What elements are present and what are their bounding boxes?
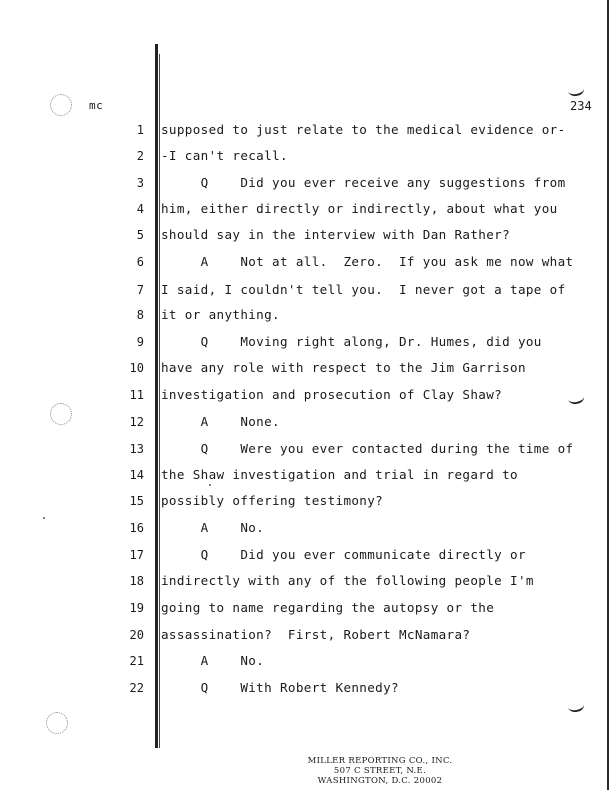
transcript-line [0, 226, 612, 244]
transcript-line [0, 492, 612, 510]
transcript-line [0, 413, 612, 431]
line-text: A None. [161, 414, 280, 429]
footer-company: MILLER REPORTING CO., INC. [307, 756, 453, 766]
transcript-line [0, 626, 612, 644]
transcript-line [0, 466, 612, 484]
line-text: investigation and prosecution of Clay Shaw? [161, 387, 503, 402]
line-text: A No. [161, 653, 265, 668]
line-number: 22 [129, 681, 144, 695]
line-text: supposed to just relate to the medical evidence or- [161, 122, 566, 137]
line-number: 15 [129, 494, 144, 508]
line-number: 8 [136, 308, 144, 322]
line-number: 5 [136, 228, 144, 242]
line-text: him, either directly or indirectly, about what you [161, 201, 558, 216]
line-text: A No. [161, 520, 265, 535]
punch-hole-bottom [46, 712, 68, 734]
reporting-company-footer [280, 756, 480, 786]
transcript-line [0, 359, 612, 377]
line-number: 10 [129, 361, 144, 375]
line-text: possibly offering testimony? [161, 493, 384, 508]
transcript-line [0, 599, 612, 617]
line-number: 9 [136, 335, 144, 349]
line-text: assassination? First, Robert McNamara? [161, 627, 471, 642]
line-number: 20 [129, 628, 144, 642]
transcript-line [0, 306, 612, 324]
line-number: 14 [129, 468, 144, 482]
line-text: should say in the interview with Dan Rather? [161, 227, 511, 242]
line-text: the Shaw investigation and trial in regard to [161, 467, 518, 482]
transcript-line [0, 200, 612, 218]
transcript-line [0, 147, 612, 165]
footer-city: WASHINGTON, D.C. 20002 [317, 776, 443, 786]
line-text: -I can't recall. [161, 148, 288, 163]
check-mark-icon [567, 83, 585, 98]
transcript-line [0, 652, 612, 670]
line-number: 11 [129, 388, 144, 402]
line-text: have any role with respect to the Jim Garrison [161, 360, 526, 375]
line-text: it or anything. [161, 307, 280, 322]
transcript-line [0, 440, 612, 458]
line-number: 3 [136, 176, 144, 190]
punch-hole-top [50, 94, 72, 116]
transcript-line [0, 333, 612, 351]
line-number: 4 [136, 202, 144, 216]
line-number: 2 [136, 149, 144, 163]
scan-speck [209, 484, 211, 486]
line-text: going to name regarding the autopsy or the [161, 600, 495, 615]
line-text: Q Did you ever receive any suggestions from [161, 175, 566, 190]
line-text: Q Did you ever communicate directly or [161, 547, 526, 562]
line-text: Q With Robert Kennedy? [161, 680, 399, 695]
transcript-line [0, 253, 612, 271]
line-number: 18 [129, 574, 144, 588]
line-number: 6 [136, 255, 144, 269]
line-number: 17 [129, 548, 144, 562]
line-text: A Not at all. Zero. If you ask me now what [161, 254, 574, 269]
transcript-line [0, 546, 612, 564]
reporter-initials: mc [89, 99, 104, 112]
page-number: 234 [570, 99, 592, 113]
line-number: 16 [129, 521, 144, 535]
line-number: 12 [129, 415, 144, 429]
transcript-line [0, 174, 612, 192]
line-number: 13 [129, 442, 144, 456]
transcript-line [0, 519, 612, 537]
line-text: indirectly with any of the following people I'm [161, 573, 534, 588]
line-number: 1 [136, 123, 144, 137]
line-text: Q Moving right along, Dr. Humes, did you [161, 334, 542, 349]
transcript-line [0, 281, 612, 299]
transcript-line [0, 121, 612, 139]
line-text: Q Were you ever contacted during the time of [161, 441, 574, 456]
line-text: I said, I couldn't tell you. I never got a tape of [161, 282, 566, 297]
line-number: 7 [136, 283, 144, 297]
line-number: 21 [129, 654, 144, 668]
transcript-line [0, 386, 612, 404]
line-number: 19 [129, 601, 144, 615]
footer-street: 507 C STREET, N.E. [333, 766, 427, 776]
check-mark-icon [567, 699, 585, 714]
transcript-line [0, 679, 612, 697]
transcript-line [0, 572, 612, 590]
